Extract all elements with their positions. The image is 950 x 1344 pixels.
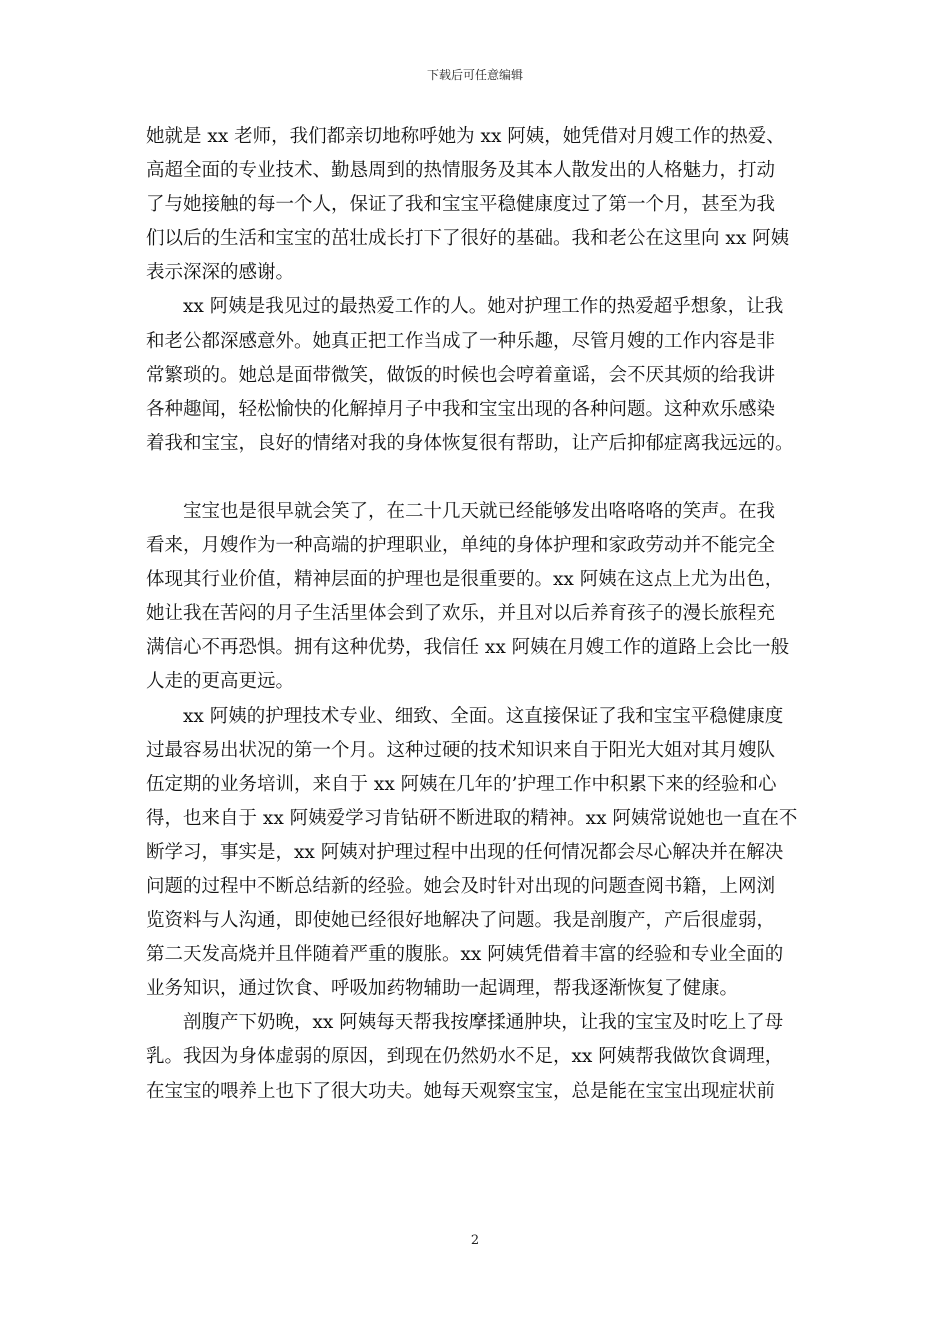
body-text xyxy=(146,120,826,1109)
page-number: 2 xyxy=(470,1233,480,1248)
text-line: 她就是 xx 老师，我们都亲切地称呼她为 xx 阿姨，她凭借对月嫂工作的热爱、 xyxy=(146,126,785,147)
text-line: 看来，月嫂作为一种高端的护理职业，单纯的身体护理和家政劳动并不能完全 xyxy=(146,535,776,557)
paragraph-gap xyxy=(146,461,826,495)
text-line: 满信心不再恐惧。拥有这种优势，我信任 xx 阿姨在月嫂工作的道路上会比一般 xyxy=(146,637,790,659)
page-header: 下载后可任意编辑 xyxy=(426,68,523,82)
text-line: 常繁琐的。她总是面带微笑，做饭的时候也会哼着童谣，会不厌其烦的给我讲 xyxy=(146,364,776,386)
text-line: 高超全面的专业技术、勤恳周到的热情服务及其本人散发出的人格魅力，打动 xyxy=(146,160,776,182)
text-line: 问题的过程中不断总结新的经验。她会及时针对出现的问题查阅书籍，上网浏 xyxy=(146,875,776,897)
text-line: 表示深深的感谢。 xyxy=(146,262,295,284)
text-line: 乳。我因为身体虚弱的原因，到现在仍然奶水不足，xx 阿姨帮我做饮食调理， xyxy=(146,1046,784,1068)
text-line: 在宝宝的喂养上也下了很大功夫。她每天观察宝宝，总是能在宝宝出现症状前 xyxy=(146,1080,776,1102)
text-line: 过最容易出状况的第一个月。这种过硬的技术知识来自于阳光大姐对其月嫂队 xyxy=(146,739,776,761)
text-line: 人走的更高更远。 xyxy=(146,671,295,693)
text-line: 伍定期的业务培训，来自于 xx 阿姨在几年的’护理工作中积累下来的经验和心 xyxy=(146,773,777,795)
paragraph-first-line: 剖腹产下奶晚，xx 阿姨每天帮我按摩揉通肿块，让我的宝宝及时吃上了母 xyxy=(183,1012,784,1034)
paragraph-first-line: xx 阿姨的护理技术专业、细致、全面。这直接保证了我和宝宝平稳健康度 xyxy=(183,705,784,727)
text-line: 各种趣闻，轻松愉快的化解掉月子中我和宝宝出现的各种问题。这种欢乐感染 xyxy=(146,398,776,420)
text-line: 得，也来自于 xx 阿姨爱学习肯钻研不断进取的精神。xx 阿姨常说她也一直在不 xyxy=(146,807,798,829)
paragraph-first-line: 宝宝也是很早就会笑了，在二十几天就已经能够发出咯咯咯的笑声。在我 xyxy=(183,500,776,522)
paragraph-first-line: xx 阿姨是我见过的最热爱工作的人。她对护理工作的热爱超乎想象，让我 xyxy=(183,296,784,318)
text-line: 了与她接触的每一个人，保证了我和宝宝平稳健康度过了第一个月，甚至为我 xyxy=(146,194,776,216)
text-line: 业务知识，通过饮食、呼吸加药物辅助一起调理，帮我逐渐恢复了健康。 xyxy=(146,978,739,1000)
text-line: 着我和宝宝，良好的情绪对我的身体恢复很有帮助，让产后抑郁症离我远远的。 xyxy=(146,432,794,454)
text-line: 览资料与人沟通，即使她已经很好地解决了问题。我是剖腹产，产后很虚弱， xyxy=(146,910,776,932)
text-line: 们以后的生活和宝宝的茁壮成长打下了很好的基础。我和老公在这里向 xx 阿姨 xyxy=(146,228,790,250)
text-line: 和老公都深感意外。她真正把工作当成了一种乐趣，尽管月嫂的工作内容是非 xyxy=(146,330,776,352)
text-line: 她让我在苦闷的月子生活里体会到了欢乐，并且对以后养育孩子的漫长旅程充 xyxy=(146,603,776,625)
text-line: 第二天发高烧并且伴随着严重的腹胀。xx 阿姨凭借着丰富的经验和专业全面的 xyxy=(146,944,784,966)
text-line: 体现其行业价值，精神层面的护理也是很重要的。xx 阿姨在这点上尤为出色， xyxy=(146,569,784,591)
text-line: 断学习，事实是，xx 阿姨对护理过程中出现的任何情况都会尽心解决并在解决 xyxy=(146,841,784,863)
